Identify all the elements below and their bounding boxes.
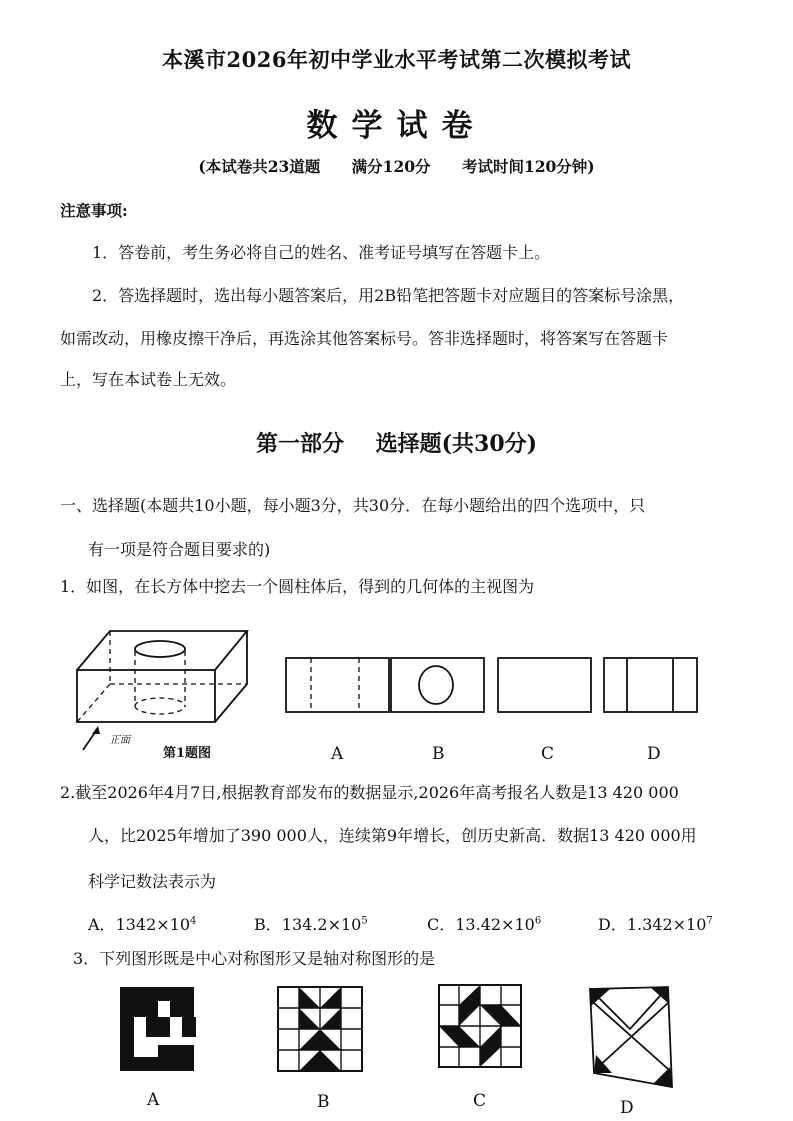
front-label: 正面 bbox=[110, 735, 130, 746]
notice-heading: 注意事项: bbox=[60, 201, 128, 220]
section-instructions-1: 一、选择题(本题共10小题，每小题3分，共30分．在每小题给出的四个选项中，只 bbox=[60, 496, 646, 515]
q3-option-d-drawing bbox=[588, 985, 674, 1089]
q1-option-c-drawing bbox=[497, 657, 592, 713]
q2-option-a[interactable]: A．$1342\times 10^4$ bbox=[88, 915, 197, 934]
info-exam-time: 考试时间120分钟) bbox=[461, 157, 595, 176]
q3-option-b[interactable]: B bbox=[317, 1092, 330, 1112]
exam-title: 本溪市2026年初中学业水平考试第二次模拟考试 bbox=[162, 47, 631, 72]
cuboid-drawing bbox=[66, 620, 266, 760]
q1-option-a[interactable]: A bbox=[331, 744, 344, 764]
section-instructions-2: 有一项是符合题目要求的) bbox=[88, 540, 271, 559]
q3-text: 3．下列图形既是中心对称图形又是轴对称图形的是 bbox=[73, 949, 436, 968]
q2-option-b[interactable]: B．$134.2\times 10^5$ bbox=[254, 915, 368, 934]
q3-option-c[interactable]: C bbox=[473, 1091, 487, 1111]
q2-option-d[interactable]: D．$1.342\times 10^7$ bbox=[598, 915, 713, 934]
q1-option-d[interactable]: D bbox=[647, 744, 661, 764]
q1-text: 1．如图，在长方体中挖去一个圆柱体后，得到的几何体的主视图为 bbox=[60, 577, 535, 596]
part-number: 第一部分 bbox=[255, 431, 344, 457]
q3-option-d[interactable]: D bbox=[620, 1098, 634, 1118]
q1-option-c[interactable]: C bbox=[541, 744, 555, 764]
exam-info bbox=[0, 155, 793, 177]
arrow-icon bbox=[92, 726, 100, 734]
part-title: 选择题(共30分) bbox=[375, 431, 538, 457]
q3-option-c-drawing bbox=[437, 983, 523, 1069]
q1-option-b-drawing bbox=[390, 657, 485, 713]
paper-title: 数学试卷 bbox=[306, 108, 487, 144]
q2-text-1: 2.截至2026年4月7日,根据教育部发布的数据显示,2026年高考报名人数是13 420 000 bbox=[60, 783, 679, 802]
q3-option-a-drawing bbox=[118, 985, 198, 1073]
notice-item-1: 1．答卷前，考生务必将自己的姓名、准考证号填写在答题卡上。 bbox=[92, 243, 551, 262]
q3-option-b-drawing bbox=[276, 985, 364, 1073]
q1-option-d-drawing bbox=[603, 657, 698, 713]
q2-option-c[interactable]: C．$13.42\times 10^6$ bbox=[427, 915, 542, 934]
q3-option-a[interactable]: A bbox=[147, 1090, 160, 1110]
q1-figure-caption: 第1题图 bbox=[163, 746, 212, 761]
q2-text-3: 科学记数法表示为 bbox=[88, 872, 217, 891]
notice-item-2-cont: 如需改动，用橡皮擦干净后，再选涂其他答案标号。答非选择题时，将答案写在答题卡 bbox=[60, 329, 669, 348]
q2-text-2: 人，比2025年增加了390 000人，连续第9年增长，创历史新高．数据13 420 000用 bbox=[88, 826, 697, 845]
q1-option-b[interactable]: B bbox=[432, 744, 445, 764]
info-full-score: 满分120分 bbox=[351, 157, 431, 176]
notice-item-2-end: 上，写在本试卷上无效。 bbox=[60, 370, 237, 389]
notice-item-2: 2．答选择题时，选出每小题答案后，用2B铅笔把答题卡对应题目的答案标号涂黑， bbox=[92, 286, 685, 305]
info-question-count: (本试卷共23道题 bbox=[198, 157, 321, 176]
q1-option-a-drawing bbox=[285, 657, 390, 713]
part-heading bbox=[0, 427, 793, 458]
